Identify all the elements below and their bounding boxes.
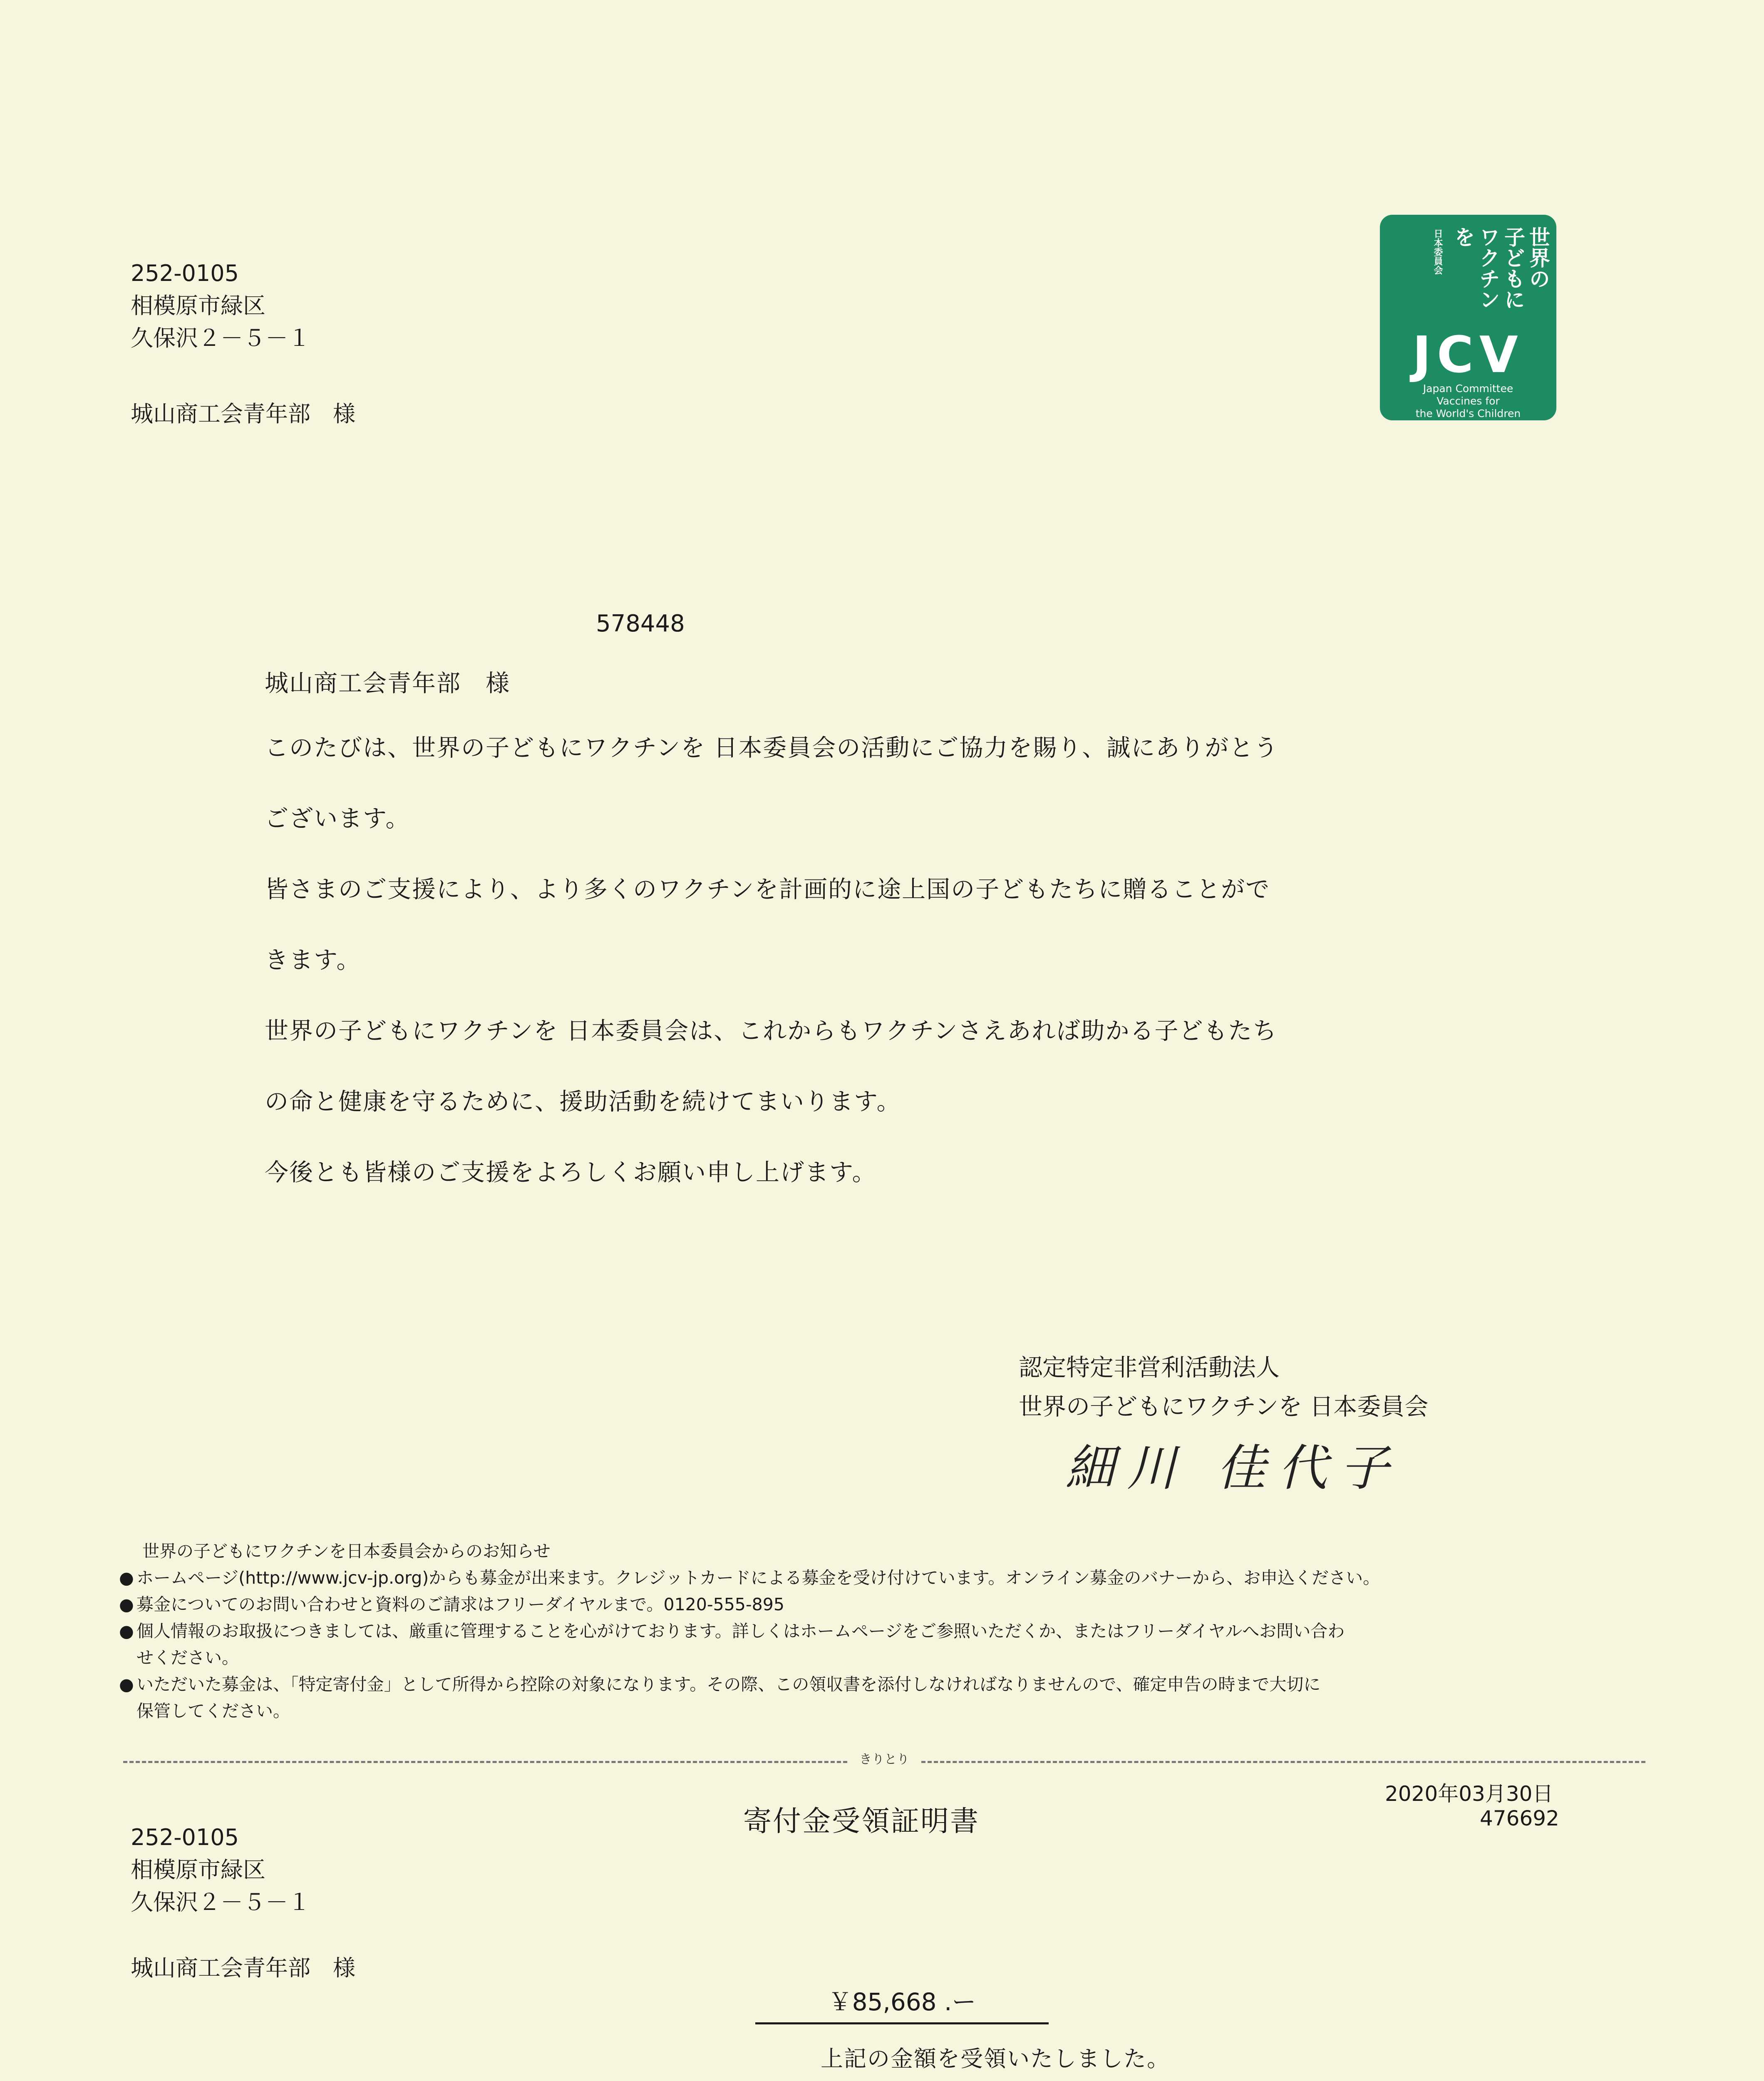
- bullet-icon: ●: [119, 1568, 134, 1588]
- cut-line-left: [123, 1761, 847, 1763]
- bullet-icon: ●: [119, 1674, 134, 1694]
- sender-org-name: 世界の子どもにワクチンを 日本委員会: [1019, 1393, 1429, 1420]
- letter-address: [131, 257, 310, 355]
- notice-item: ● 個人情報のお取扱につきましては、厳重に管理することを心がけております。詳しくはホームページをご参照いただくか、またはフリーダイヤルへお問い合わ: [119, 1618, 1380, 1644]
- jcv-logo: [1380, 215, 1556, 420]
- receipt-title: 寄付金受領証明書: [743, 1805, 980, 1838]
- postal-code: 252-0105: [131, 260, 239, 286]
- logo-col3: ワクチン: [1476, 226, 1500, 310]
- address-street: 久保沢２－５－１: [131, 325, 310, 351]
- logo-col4: を: [1451, 226, 1475, 247]
- body-line: きます。: [265, 946, 361, 974]
- logo-en-line3: the World's Children: [1415, 407, 1521, 420]
- postal-code: 252-0105: [131, 1824, 239, 1850]
- address-city: 相模原市緑区: [131, 1857, 265, 1883]
- logo-en-line1: Japan Committee: [1423, 382, 1513, 395]
- bullet-icon: ●: [119, 1621, 134, 1641]
- receipt-date: 2020年03月30日: [1385, 1782, 1553, 1806]
- body-line: 世界の子どもにワクチンを 日本委員会は、これからもワクチンさえあれば助かる子どもたち: [265, 1017, 1278, 1045]
- reference-number: 578448: [596, 610, 685, 637]
- received-text: 上記の金額を受領いたしました。: [821, 2046, 1170, 2072]
- address-city: 相模原市緑区: [131, 293, 265, 319]
- address-street: 久保沢２－５－１: [131, 1889, 310, 1915]
- logo-col1: 世界の: [1526, 226, 1550, 289]
- letter-salutation: 城山商工会青年部 様: [265, 670, 510, 697]
- notice-item: ● いただいた募金は、「特定寄付金」として所得から控除の対象になります。その際、この領収書を添付しなければなりませんので、確定申告の時まで大切に: [119, 1671, 1380, 1698]
- receipt-number: 476692: [1480, 1806, 1559, 1830]
- body-line: ございます。: [265, 805, 410, 832]
- notice-section: [119, 1538, 1380, 1724]
- logo-abbr: JCV: [1412, 326, 1524, 384]
- handwritten-signature: 細川 佳代子: [1065, 1439, 1402, 1497]
- notice-item: ● ホームページ(http://www.jcv-jp.org)からも募金が出来ます。クレジットカードによる募金を受け付けています。オンライン募金のバナーから、お申込ください。: [119, 1564, 1380, 1591]
- letter-body: [265, 713, 1278, 1208]
- body-line: このたびは、世界の子どもにワクチンを 日本委員会の活動にご協力を賜り、誠にありがとう: [265, 734, 1279, 762]
- body-line: 皆さまのご支援により、より多くのワクチンを計画的に途上国の子どもたちに贈ることがで: [265, 876, 1270, 903]
- donation-amount: ￥85,668 .ー: [755, 1982, 1049, 2024]
- sender-org-type: 認定特定非営利活動法人: [1019, 1354, 1280, 1381]
- logo-col2: 子どもに: [1501, 226, 1525, 310]
- logo-en-line2: Vaccines for: [1437, 395, 1500, 407]
- cut-line-label: きりとり: [851, 1749, 918, 1767]
- notice-item: ● 募金についてのお問い合わせと資料のご請求はフリーダイヤルまで。0120-555-895: [119, 1591, 1380, 1618]
- logo-col5: 日本委員会: [1432, 229, 1443, 275]
- body-line: 今後とも皆様のご支援をよろしくお願い申し上げます。: [265, 1159, 877, 1186]
- notice-item-continued: 保管してください。: [136, 1701, 290, 1721]
- body-line: の命と健康を守るために、援助活動を続けてまいります。: [265, 1088, 901, 1115]
- cut-line-right: [921, 1761, 1645, 1763]
- receipt-address: [131, 1821, 310, 1919]
- letter-recipient: 城山商工会青年部 様: [131, 401, 355, 427]
- receipt-recipient: 城山商工会青年部 様: [131, 1955, 355, 1981]
- notice-title: 世界の子どもにワクチンを日本委員会からのお知らせ: [142, 1541, 551, 1561]
- bullet-icon: ●: [119, 1594, 134, 1614]
- notice-item-continued: せください。: [136, 1648, 239, 1668]
